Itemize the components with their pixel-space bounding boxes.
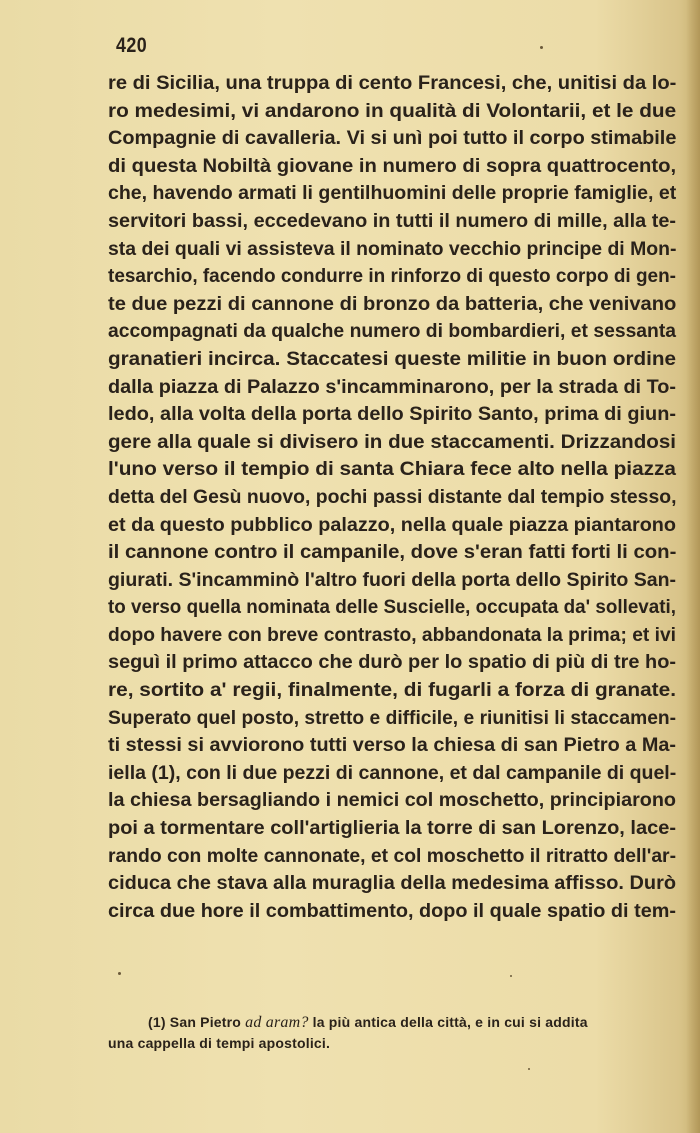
text-line: di questa Nobiltà giovane in numero di sopra quattrocento, bbox=[108, 155, 677, 177]
text-line: servitori bassi, eccedevano in tutti il numero di mille, alla te- bbox=[108, 210, 676, 232]
paper-speck bbox=[528, 1068, 530, 1070]
text-line: sta dei quali vi assisteva il nominato vecchio principe di Mon- bbox=[108, 238, 677, 260]
text-line: seguì il primo attacco che durò per lo spatio di più di tre ho- bbox=[108, 652, 676, 674]
text-line: detta del Gesù nuovo, pochi passi distante dal tempio stesso, bbox=[108, 486, 677, 508]
footnote-marker: (1) San Pietro bbox=[148, 1014, 242, 1030]
text-line: accompagnati da qualche numero di bombardieri, et sessanta bbox=[108, 321, 676, 343]
text-line: l'uno verso il tempio di santa Chiara fece alto nella piazza bbox=[108, 459, 676, 481]
text-line: ledo, alla volta della porta dello Spirito Santo, prima di giun- bbox=[108, 404, 676, 426]
text-line: granatieri incirca. Staccatesi queste militie in buon ordine bbox=[108, 348, 676, 370]
paper-speck bbox=[118, 972, 121, 975]
text-line: dopo havere con breve contrasto, abbandonata la prima; et ivi bbox=[108, 624, 676, 646]
footnote-separator bbox=[110, 985, 160, 986]
text-line: che, havendo armati li gentilhuomini delle proprie famiglie, et bbox=[108, 183, 677, 205]
page-number: 420 bbox=[116, 34, 148, 57]
text-line: re di Sicilia, una truppa di cento Francesi, che, unitisi da lo- bbox=[108, 73, 677, 94]
text-line: ti stessi si avviorono tutti verso la chiesa di san Pietro a Ma- bbox=[108, 735, 676, 757]
text-line: gere alla quale si divisero in due staccamenti. Drizzandosi bbox=[108, 431, 676, 453]
text-line: re, sortito a' regii, finalmente, di fugarli a forza di granate. bbox=[108, 680, 676, 702]
footnote-italic: ad aram? bbox=[245, 1014, 309, 1031]
text-line: giurati. S'incamminò l'altro fuori della porta dello Spirito San- bbox=[108, 569, 676, 591]
text-line: Superato quel posto, stretto e difficile, e riunitisi li staccamen- bbox=[108, 707, 676, 729]
body-text bbox=[108, 70, 676, 925]
text-line: ciduca che stava alla muraglia della medesima affisso. Durò bbox=[108, 873, 676, 895]
text-line: la chiesa bersagliando i nemici col moschetto, principiarono bbox=[108, 790, 677, 812]
text-line: Compagnie di cavalleria. Vi si unì poi tutto il corpo stimabile bbox=[108, 128, 677, 150]
text-line: dalla piazza di Palazzo s'incamminarono, per la strada di To- bbox=[108, 376, 676, 398]
paper-speck bbox=[510, 975, 512, 977]
text-line: rando con molte cannonate, et col moschetto il ritratto dell'ar- bbox=[108, 845, 676, 867]
text-line: tesarchio, facendo condurre in rinforzo di questo corpo di gen- bbox=[108, 266, 676, 288]
text-line: to verso quella nominata delle Suscielle, occupata da' sollevati, bbox=[108, 597, 676, 619]
text-line: iella (1), con li due pezzi di cannone, et dal campanile di quel- bbox=[108, 762, 677, 784]
text-line: et da questo pubblico palazzo, nella quale piazza piantarono bbox=[108, 514, 676, 536]
footnote-line-1 bbox=[108, 1012, 676, 1033]
paper-speck bbox=[540, 46, 543, 49]
text-line: circa due hore il combattimento, dopo il quale spatio di tem- bbox=[108, 900, 676, 922]
footnote-line-2: una cappella di tempi apostolici. bbox=[108, 1035, 331, 1051]
text-line: ro medesimi, vi andarono in qualità di Volontarii, et le due bbox=[108, 100, 677, 122]
footnote bbox=[108, 1012, 676, 1054]
page-edge-shadow bbox=[686, 0, 700, 1133]
text-line: te due pezzi di cannone di bronzo da batteria, che venivano bbox=[108, 293, 677, 315]
footnote-rest: la più antica della città, e in cui si addita bbox=[312, 1014, 588, 1030]
text-line: poi a tormentare coll'artiglieria la torre di san Lorenzo, lace- bbox=[108, 818, 676, 840]
text-line: il cannone contro il campanile, dove s'eran fatti forti li con- bbox=[108, 542, 677, 564]
